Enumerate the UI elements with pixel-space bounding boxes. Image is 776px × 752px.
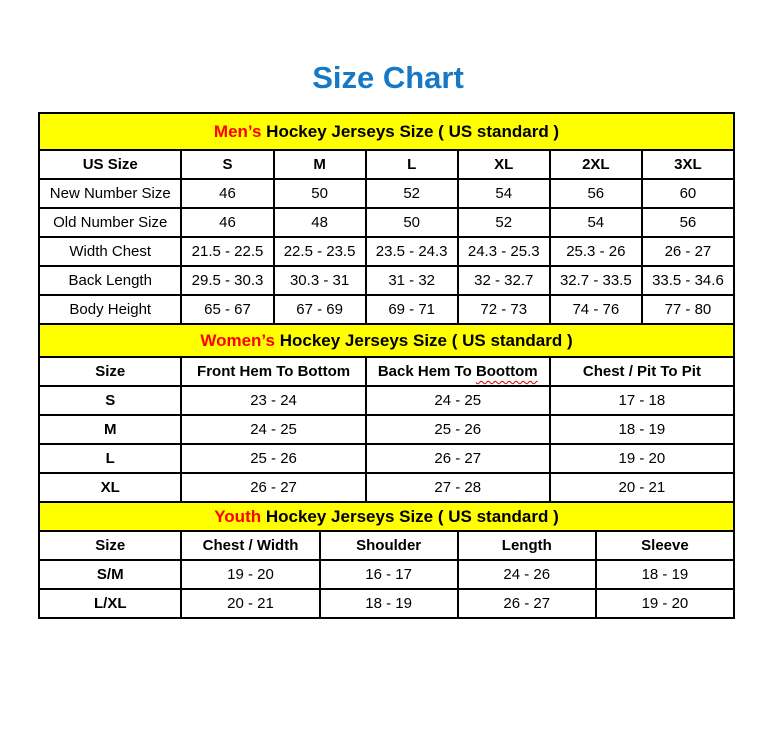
page-title: Size Chart bbox=[312, 60, 464, 95]
men-row-label: Old Number Size bbox=[39, 208, 181, 237]
column-header-text: Back Hem To bbox=[377, 363, 476, 380]
men-size-value: 50 bbox=[274, 179, 366, 208]
men-size-value: 22.5 - 23.5 bbox=[274, 237, 366, 266]
men-column-header: S bbox=[181, 150, 273, 179]
youth-header-row bbox=[39, 531, 734, 560]
youth-size-value: 19 - 20 bbox=[596, 589, 734, 618]
men-row-label: Body Height bbox=[39, 295, 181, 324]
youth-table-row bbox=[39, 589, 734, 618]
men-size-value: 29.5 - 30.3 bbox=[181, 266, 273, 295]
youth-section-heading bbox=[39, 502, 734, 531]
youth-column-header: Length bbox=[458, 531, 596, 560]
men-heading-rest: Hockey Jerseys Size ( US standard ) bbox=[261, 121, 560, 141]
women-size-value: 17 - 18 bbox=[550, 386, 734, 415]
men-table-row bbox=[39, 266, 734, 295]
women-heading-rest: Hockey Jerseys Size ( US standard ) bbox=[274, 330, 573, 350]
men-size-value: 26 - 27 bbox=[642, 237, 734, 266]
men-size-value: 30.3 - 31 bbox=[274, 266, 366, 295]
youth-size-value: 19 - 20 bbox=[181, 560, 319, 589]
men-size-value: 72 - 73 bbox=[458, 295, 550, 324]
men-size-value: 23.5 - 24.3 bbox=[366, 237, 458, 266]
men-row-label: New Number Size bbox=[39, 179, 181, 208]
youth-section-heading-row bbox=[39, 502, 734, 531]
men-heading-accent: Men’s bbox=[213, 121, 262, 141]
men-table-row bbox=[39, 295, 734, 324]
youth-size-table bbox=[38, 501, 735, 619]
men-size-value: 31 - 32 bbox=[366, 266, 458, 295]
women-size-value: 25 - 26 bbox=[366, 415, 550, 444]
men-size-value: 50 bbox=[366, 208, 458, 237]
women-size-value: 18 - 19 bbox=[550, 415, 734, 444]
men-size-value: 67 - 69 bbox=[274, 295, 366, 324]
women-row-label: S bbox=[39, 386, 181, 415]
men-row-label: Back Length bbox=[39, 266, 181, 295]
men-size-value: 54 bbox=[550, 208, 642, 237]
youth-row-label: L/XL bbox=[39, 589, 181, 618]
youth-column-header: Sleeve bbox=[596, 531, 734, 560]
men-column-header: US Size bbox=[39, 150, 181, 179]
youth-heading-rest: Hockey Jerseys Size ( US standard ) bbox=[261, 506, 559, 526]
youth-size-value: 20 - 21 bbox=[181, 589, 319, 618]
women-row-label: M bbox=[39, 415, 181, 444]
women-size-value: 24 - 25 bbox=[366, 386, 550, 415]
men-size-value: 21.5 - 22.5 bbox=[181, 237, 273, 266]
men-size-value: 69 - 71 bbox=[366, 295, 458, 324]
women-size-value: 20 - 21 bbox=[550, 473, 734, 502]
women-table-row bbox=[39, 386, 734, 415]
women-header-row bbox=[39, 357, 734, 386]
women-column-header: Front Hem To Bottom bbox=[181, 357, 365, 386]
men-header-row bbox=[39, 150, 734, 179]
women-size-value: 26 - 27 bbox=[366, 444, 550, 473]
youth-size-value: 26 - 27 bbox=[458, 589, 596, 618]
women-table-row bbox=[39, 444, 734, 473]
women-size-value: 26 - 27 bbox=[181, 473, 365, 502]
men-size-value: 77 - 80 bbox=[642, 295, 734, 324]
youth-row-label: S/M bbox=[39, 560, 181, 589]
men-size-value: 46 bbox=[181, 208, 273, 237]
youth-heading-accent: Youth bbox=[214, 506, 262, 526]
youth-size-value: 16 - 17 bbox=[320, 560, 458, 589]
men-size-value: 56 bbox=[642, 208, 734, 237]
women-row-label: XL bbox=[39, 473, 181, 502]
women-section-heading-row bbox=[39, 324, 734, 357]
men-size-value: 60 bbox=[642, 179, 734, 208]
men-column-header: 3XL bbox=[642, 150, 734, 179]
men-column-header: 2XL bbox=[550, 150, 642, 179]
misspelled-word-squiggle: Boottom bbox=[475, 363, 538, 380]
youth-column-header: Size bbox=[39, 531, 181, 560]
men-section-heading bbox=[39, 113, 734, 150]
women-table-row bbox=[39, 415, 734, 444]
men-column-header: L bbox=[366, 150, 458, 179]
women-heading-accent: Women’s bbox=[200, 330, 275, 350]
size-chart-page bbox=[0, 60, 776, 619]
men-size-value: 33.5 - 34.6 bbox=[642, 266, 734, 295]
women-column-header bbox=[366, 357, 550, 386]
men-size-value: 25.3 - 26 bbox=[550, 237, 642, 266]
youth-size-value: 18 - 19 bbox=[320, 589, 458, 618]
women-row-label: L bbox=[39, 444, 181, 473]
men-size-value: 56 bbox=[550, 179, 642, 208]
men-table-row bbox=[39, 208, 734, 237]
women-column-header: Chest / Pit To Pit bbox=[550, 357, 734, 386]
men-size-value: 74 - 76 bbox=[550, 295, 642, 324]
men-size-value: 54 bbox=[458, 179, 550, 208]
men-table-row bbox=[39, 179, 734, 208]
men-size-value: 32 - 32.7 bbox=[458, 266, 550, 295]
youth-column-header: Shoulder bbox=[320, 531, 458, 560]
men-section-heading-row bbox=[39, 113, 734, 150]
men-size-value: 46 bbox=[181, 179, 273, 208]
youth-size-value: 18 - 19 bbox=[596, 560, 734, 589]
youth-column-header: Chest / Width bbox=[181, 531, 319, 560]
men-size-value: 24.3 - 25.3 bbox=[458, 237, 550, 266]
men-size-value: 65 - 67 bbox=[181, 295, 273, 324]
men-column-header: XL bbox=[458, 150, 550, 179]
women-size-value: 24 - 25 bbox=[181, 415, 365, 444]
women-size-table bbox=[38, 323, 735, 503]
women-column-header: Size bbox=[39, 357, 181, 386]
size-chart-tables bbox=[38, 112, 735, 619]
men-size-table bbox=[38, 112, 735, 325]
youth-table-row bbox=[39, 560, 734, 589]
men-row-label: Width Chest bbox=[39, 237, 181, 266]
men-size-value: 52 bbox=[366, 179, 458, 208]
women-size-value: 25 - 26 bbox=[181, 444, 365, 473]
men-size-value: 32.7 - 33.5 bbox=[550, 266, 642, 295]
women-size-value: 27 - 28 bbox=[366, 473, 550, 502]
men-size-value: 48 bbox=[274, 208, 366, 237]
youth-size-value: 24 - 26 bbox=[458, 560, 596, 589]
men-table-row bbox=[39, 237, 734, 266]
men-column-header: M bbox=[274, 150, 366, 179]
men-size-value: 52 bbox=[458, 208, 550, 237]
women-table-row bbox=[39, 473, 734, 502]
women-section-heading bbox=[39, 324, 734, 357]
women-size-value: 23 - 24 bbox=[181, 386, 365, 415]
women-size-value: 19 - 20 bbox=[550, 444, 734, 473]
